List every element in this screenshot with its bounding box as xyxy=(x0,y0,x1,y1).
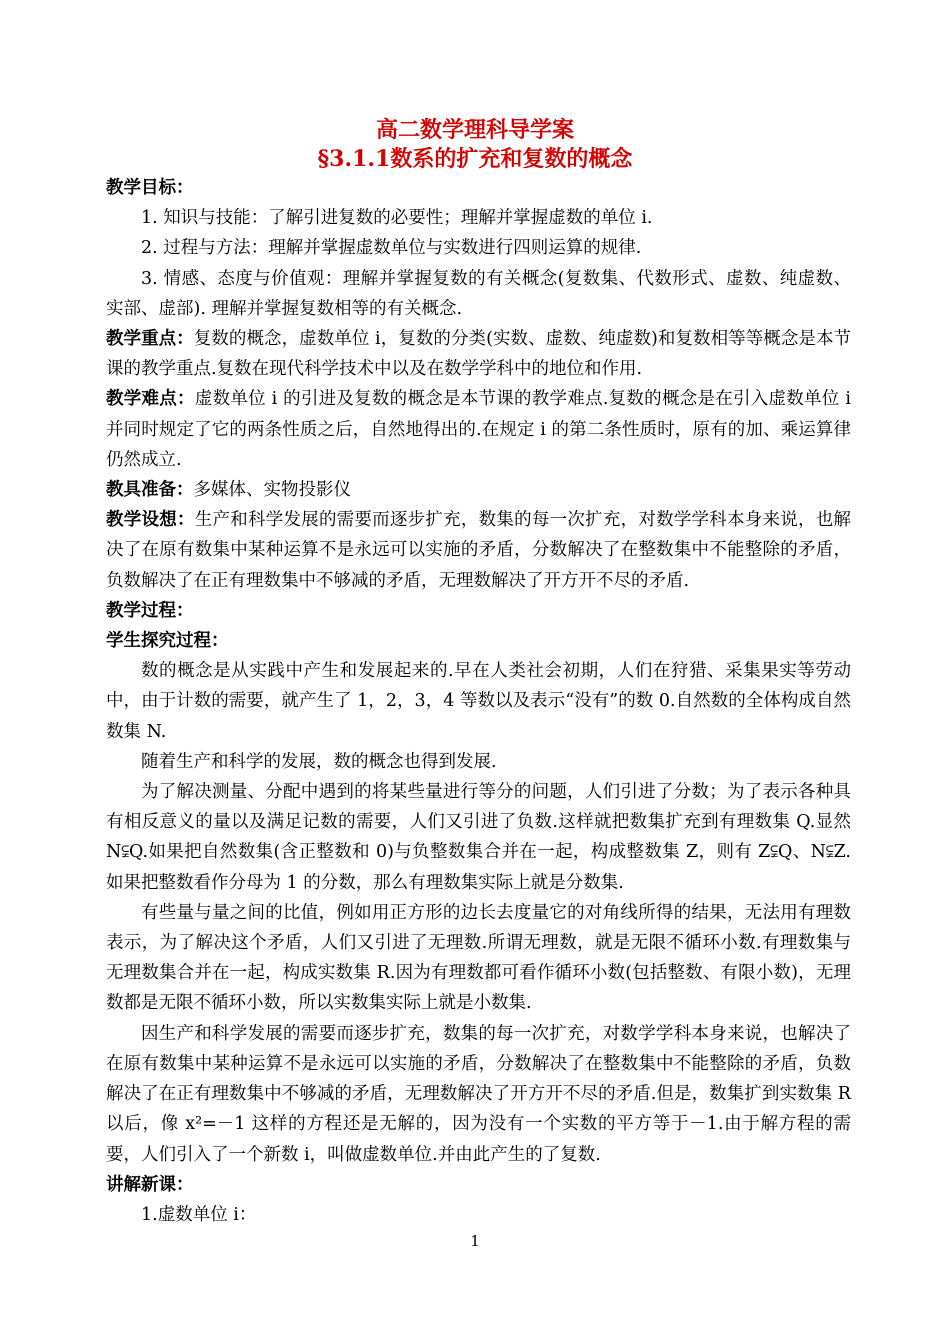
goal-1: 1. 知识与技能：了解引进复数的必要性；理解并掌握虚数的单位 i. xyxy=(141,208,653,229)
difficulty-paragraph xyxy=(106,384,851,475)
focus-paragraph xyxy=(106,324,851,384)
tools-paragraph xyxy=(106,475,851,505)
process-heading: 教学过程： xyxy=(106,600,194,621)
section-title: §3.1.1数系的扩充和复数的概念 xyxy=(317,146,633,172)
design-paragraph xyxy=(106,505,851,596)
document-body xyxy=(106,173,851,1230)
focus-label: 教学重点： xyxy=(106,329,194,350)
paragraph-5: 因生产和科学发展的需要而逐步扩充，数集的每一次扩充，对数学学科本身来说，也解决了在原有数集中某种运算不是永远可以实施的矛盾，分数解决了在整数集中不能整除的矛盾，负数解决了在正有理数集中不够减的矛盾，无理数解决了开方开不尽的矛盾.但是，数集扩到实数集 R 以后，像 x²=－1 这样的方程还是无解的，因为没有一个实数的平方等于－1.由于解方程的需要，人们引入了一个新数 i，叫做虚数单位.并由此产生的了复数. xyxy=(106,1023,851,1165)
difficulty-text: 虚数单位 i 的引进及复数的概念是本节课的教学难点.复数的概念是在引入虚数单位 i 并同时规定了它的两条性质之后，自然地得出的.在规定 i 的第二条性质时，原有的加、乘运算律仍然成立. xyxy=(106,389,851,470)
goal-3: 3. 情感、态度与价值观：理解并掌握复数的有关概念(复数集、代数形式、虚数、纯虚数、实部、虚部). 理解并掌握复数相等的有关概念. xyxy=(106,268,851,319)
paragraph-3: 为了解决测量、分配中遇到的将某些量进行等分的问题，人们引进了分数；为了表示各种具有相反意义的量以及满足记数的需要，人们又引进了负数.这样就把数集扩充到有理数集 Q.显然 N⫋Q.如果把自然数集(含正整数和 0)与负整数集合并在一起，构成整数集 Z，则有 Z⫋Q、N⫋Z.如果把整数看作分母为 1 的分数，那么有理数集实际上就是分数集. xyxy=(106,782,851,893)
paragraph-4: 有些量与量之间的比值，例如用正方形的边长去度量它的对角线所得的结果，无法用有理数表示，为了解决这个矛盾，人们又引进了无理数.所谓无理数，就是无限不循环小数.有理数集与无理数集合并在一起，构成实数集 R.因为有理数都可看作循环小数(包括整数、有限小数)，无理数都是无限不循环小数，所以实数集实际上就是小数集. xyxy=(106,902,851,1014)
tools-text: 多媒体、实物投影仪 xyxy=(193,480,351,501)
focus-text: 复数的概念，虚数单位 i，复数的分类(实数、虚数、纯虚数)和复数相等等概念是本节课的教学重点.复数在现代科学技术中以及在数学学科中的地位和作用. xyxy=(106,329,852,380)
paragraph-1: 数的概念是从实践中产生和发展起来的.早在人类社会初期，人们在狩猎、采集果实等劳动中，由于计数的需要，就产生了 1，2，3，4 等数以及表示“没有”的数 0.自然数的全体构成自然数集 N. xyxy=(106,661,851,742)
goal-2: 2. 过程与方法：理解并掌握虚数单位与实数进行四则运算的规律. xyxy=(141,238,642,259)
design-label: 教学设想： xyxy=(106,510,195,531)
explore-heading: 学生探究过程： xyxy=(106,631,229,652)
goals-heading: 教学目标： xyxy=(106,178,194,198)
tools-label: 教具准备： xyxy=(106,480,194,501)
paragraph-2: 随着生产和科学的发展，数的概念也得到发展. xyxy=(141,751,497,772)
lecture-item-1: 1.虚数单位 i： xyxy=(141,1204,257,1225)
design-text: 生产和科学发展的需要而逐步扩充，数集的每一次扩充，对数学学科本身来说，也解决了在原有数集中某种运算不是永远可以实施的矛盾，分数解决了在整数集中不能整除的矛盾，负数解决了在正有理数集中不够减的矛盾，无理数解决了开方开不尽的矛盾. xyxy=(106,510,852,591)
difficulty-label: 教学难点： xyxy=(106,389,195,410)
document-title: 高二数学理科导学案 xyxy=(375,117,574,143)
lecture-heading: 讲解新课： xyxy=(106,1174,194,1195)
page-number: 1 xyxy=(470,1232,480,1250)
